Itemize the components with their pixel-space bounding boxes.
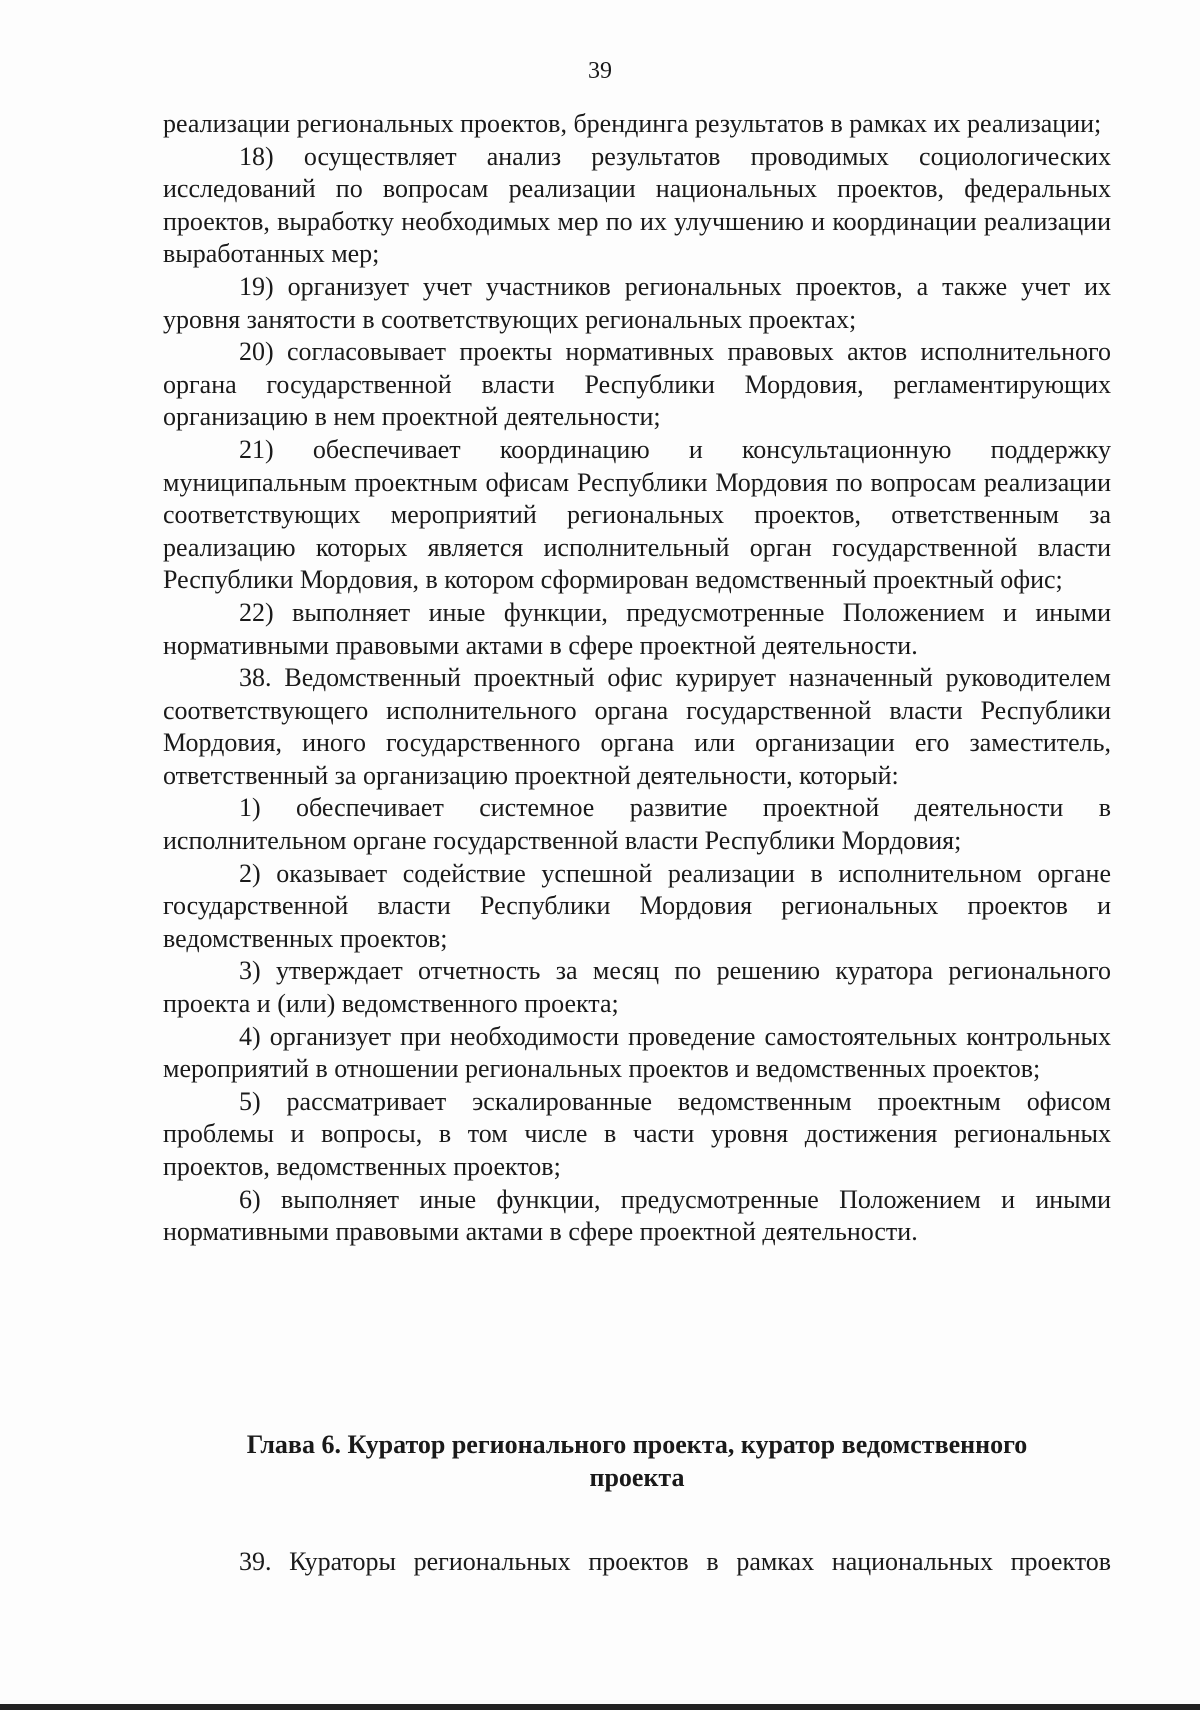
page-number: 39	[588, 58, 612, 84]
scan-edge-line	[0, 1704, 1200, 1710]
chapter-heading-line-1: Глава 6. Куратор регионального проекта, куратор ведомственного	[246, 1430, 1028, 1459]
paragraph-item-1: 1) обеспечивает системное развитие проектной деятельности в исполнительном органе государственной власти Республики Мордовия;	[163, 793, 1111, 856]
chapter-heading	[163, 1428, 1111, 1494]
paragraph-item-2: 2) оказывает содействие успешной реализации в исполнительном органе государственной власти Республики Мордовия региональных проектов и ведомственных проектов;	[163, 858, 1111, 953]
paragraph-continuation: реализации региональных проектов, брендинга результатов в рамках их реализации;	[163, 109, 1102, 138]
paragraph-item-4: 4) организует при необходимости проведение самостоятельных контрольных мероприятий в отношении региональных проектов и ведомственных проектов;	[163, 1021, 1111, 1084]
body-text	[163, 108, 1111, 1249]
paragraph-section-38: 38. Ведомственный проектный офис курирует назначенный руководителем соответствующего исполнительного органа государственной власти Республики Мордовия, иного государственного органа или организации его заместитель, ответственный за организацию проектной деятельности, который:	[163, 663, 1111, 790]
chapter-heading-line-2: проекта	[589, 1463, 685, 1492]
paragraph-section-39: 39. Кураторы региональных проектов в рамках национальных проектов	[239, 1547, 1111, 1576]
paragraph-item-19: 19) организует учет участников региональных проектов, а также учет их уровня занятости в соответствующих региональных проектах;	[163, 271, 1111, 334]
paragraph-item-21: 21) обеспечивает координацию и консультационную поддержку муниципальным проектным офисам Республики Мордовия по вопросам реализации соответствующих мероприятий региональных проектов, ответственным за реализацию которых является исполнительный орган государственной власти Республики Мордовия, в котором сформирован ведомственный проектный офис;	[163, 434, 1111, 595]
paragraph-item-5: 5) рассматривает эскалированные ведомственным проектным офисом проблемы и вопросы, в том числе в части уровня достижения региональных проектов, ведомственных проектов;	[163, 1086, 1111, 1181]
paragraph-item-6: 6) выполняет иные функции, предусмотренные Положением и иными нормативными правовыми актами в сфере проектной деятельности.	[163, 1184, 1111, 1247]
paragraph-item-3: 3) утверждает отчетность за месяц по решению куратора регионального проекта и (или) ведомственного проекта;	[163, 956, 1111, 1019]
paragraph-item-20: 20) согласовывает проекты нормативных правовых актов исполнительного органа государственной власти Республики Мордовия, регламентирующих организацию в нем проектной деятельности;	[163, 337, 1111, 432]
paragraph-item-22: 22) выполняет иные функции, предусмотренные Положением и иными нормативными правовыми актами в сфере проектной деятельности.	[163, 597, 1111, 660]
paragraph-item-18: 18) осуществляет анализ результатов проводимых социологических исследований по вопросам реализации национальных проектов, федеральных проектов, выработку необходимых мер по их улучшению и координации реализации выработанных мер;	[163, 141, 1111, 269]
